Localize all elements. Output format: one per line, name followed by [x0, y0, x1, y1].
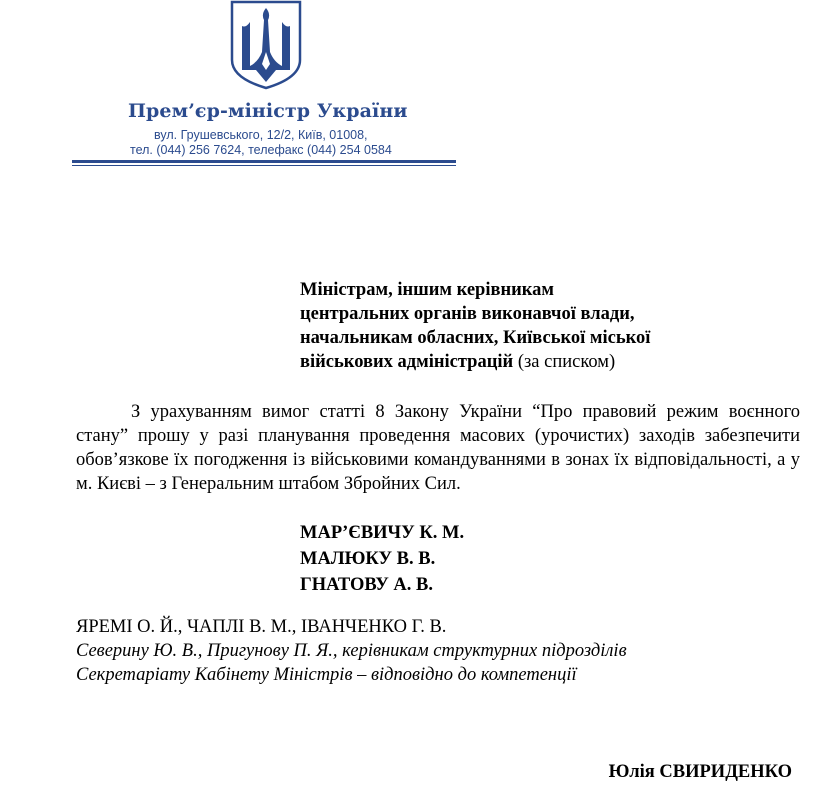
signature-name: Юлія СВИРИДЕНКО [608, 762, 792, 782]
letterhead-phone: тел. (044) 256 7624, телефакс (044) 254 0584 [130, 143, 392, 157]
letter-body: З урахуванням вимог статті 8 Закону України “Про правовий режим воєнного стану” прошу у разі планування проведення масових (урочистих) заходів забезпечити обов’язкове їх погодження із військовими командуваннями в зонах їх відповідальності, а у м. Києві – з Генеральним штабом Збройних Сил. [76, 402, 800, 494]
letterhead-title: Прем’єр-міністр України [128, 100, 408, 122]
addressee-line [300, 350, 650, 374]
letterhead-address: вул. Грушевського, 12/2, Київ, 01008, [154, 128, 368, 142]
copies-line-italic: Секретаріату Кабінету Міністрів – відповідно до компетенції [76, 665, 577, 685]
addressee-block [300, 278, 650, 374]
recipient-name: ГНАТОВУ А. В. [300, 575, 433, 595]
copies-line: ЯРЕМІ О. Й., ЧАПЛІ В. М., ІВАНЧЕНКО Г. В. [76, 617, 447, 637]
recipient-name: МАР’ЄВИЧУ К. М. [300, 523, 465, 543]
letterhead-divider-thin [72, 165, 456, 166]
copies-line-italic: Северину Ю. В., Пригунову П. Я., керівникам структурних підрозділів [76, 641, 627, 661]
trident-coat-of-arms-icon [228, 0, 304, 90]
addressee-note: (за списком) [513, 352, 616, 372]
addressee-line: центральних органів виконавчої влади, [300, 304, 635, 324]
addressee-bold-part: військових адміністрацій [300, 352, 514, 372]
recipients-list [300, 520, 464, 598]
recipient-name: МАЛЮКУ В. В. [300, 549, 436, 569]
addressee-line: Міністрам, іншим керівникам [300, 280, 554, 300]
letterhead-divider-thick [72, 160, 456, 163]
addressee-line: начальникам обласних, Київської міської [300, 328, 651, 348]
